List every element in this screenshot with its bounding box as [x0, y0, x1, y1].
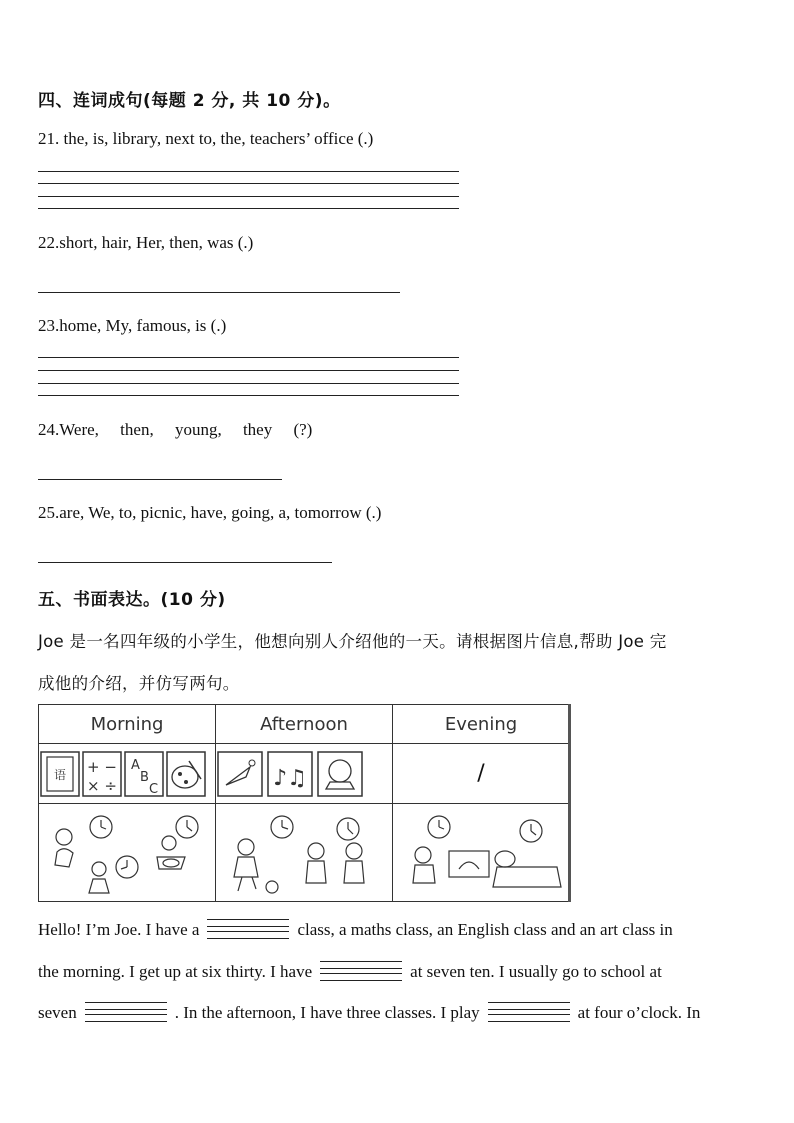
svg-text:♪♫: ♪♫: [273, 765, 307, 791]
question-number: 22: [38, 233, 55, 252]
morning-scene: [39, 803, 216, 901]
answer-blank[interactable]: [320, 961, 402, 981]
answer-blank[interactable]: [488, 1002, 570, 1022]
answer-line[interactable]: [38, 292, 400, 293]
math-symbols-icon: [83, 752, 121, 796]
music-notes-icon: [268, 752, 312, 796]
passage-text: at four o’clock. In: [577, 1003, 701, 1022]
passage-text: at seven ten. I usually go to school at: [410, 962, 662, 981]
answer-line[interactable]: [38, 208, 459, 209]
svg-text:A: A: [131, 757, 140, 773]
intro-line-1: Joe 是一名四年级的小学生，他想向别人介绍他的一天。请根据图片信息,帮助 Joe 完: [38, 632, 667, 651]
question-text: .Were, then, young, they (?): [55, 420, 313, 439]
answer-line[interactable]: [38, 395, 459, 396]
svg-text:B: B: [140, 769, 149, 785]
section4-heading: 四、连词成句(每题 2 分, 共 10 分)。: [38, 91, 341, 111]
question-21: [38, 129, 373, 149]
passage-text: Hello! I’m Joe. I have a: [38, 920, 200, 939]
question-number: 21: [38, 129, 55, 148]
question-number: 23: [38, 316, 55, 335]
header-morning: Morning: [39, 705, 216, 744]
answer-blank[interactable]: [85, 1002, 167, 1022]
svg-text:语: 语: [53, 767, 67, 782]
section5-heading: 五、书面表达。(10 分): [38, 590, 226, 610]
chinese-book-icon: [41, 752, 79, 796]
answer-line[interactable]: [38, 383, 459, 384]
question-25: [38, 503, 381, 523]
passage-text: the morning. I get up at six thirty. I have: [38, 962, 313, 981]
question-number: 25: [38, 503, 55, 522]
art-palette-icon: [167, 752, 205, 796]
answer-line[interactable]: [38, 171, 459, 172]
passage-line-3: [38, 1002, 758, 1023]
no-class-mark: /: [477, 761, 485, 787]
question-number: 24: [38, 420, 55, 439]
svg-text:× ÷: × ÷: [87, 776, 117, 795]
svg-text:+ −: + −: [87, 757, 117, 776]
schedule-table: [38, 704, 570, 902]
abc-letters-icon: [125, 752, 163, 797]
answer-line[interactable]: [38, 357, 459, 358]
afternoon-icons: [216, 744, 393, 804]
question-24: [38, 420, 312, 440]
question-text: .short, hair, Her, then, was (.): [55, 233, 254, 252]
afternoon-scene: [216, 803, 393, 901]
question-22: [38, 233, 253, 253]
header-evening: Evening: [393, 705, 570, 744]
evening-scene: [393, 803, 570, 901]
evening-icons: [393, 744, 570, 804]
passage-text: class, a maths class, an English class and an art class in: [297, 920, 673, 939]
answer-line[interactable]: [38, 196, 459, 197]
sports-icon: [318, 752, 362, 796]
passage-line-2: [38, 961, 758, 982]
question-text: .are, We, to, picnic, have, going, a, tomorrow (.): [55, 503, 382, 522]
svg-text:C: C: [149, 781, 159, 797]
answer-line[interactable]: [38, 479, 282, 480]
passage-text: seven: [38, 1003, 77, 1022]
question-23: [38, 316, 226, 336]
passage-line-1: [38, 919, 758, 940]
intro-line-2: 成他的介绍，并仿写两句。: [38, 674, 240, 693]
answer-blank[interactable]: [207, 919, 289, 939]
question-text: . the, is, library, next to, the, teachers’ office (.): [55, 129, 374, 148]
answer-line[interactable]: [38, 183, 459, 184]
question-text: .home, My, famous, is (.): [55, 316, 227, 335]
passage-text: . In the afternoon, I have three classes. I play: [174, 1003, 480, 1022]
answer-line[interactable]: [38, 370, 459, 371]
morning-icons: [39, 744, 216, 804]
science-rocket-icon: [218, 752, 262, 796]
answer-line[interactable]: [38, 562, 332, 563]
table-edge-shadow: [568, 704, 571, 902]
header-afternoon: Afternoon: [216, 705, 393, 744]
